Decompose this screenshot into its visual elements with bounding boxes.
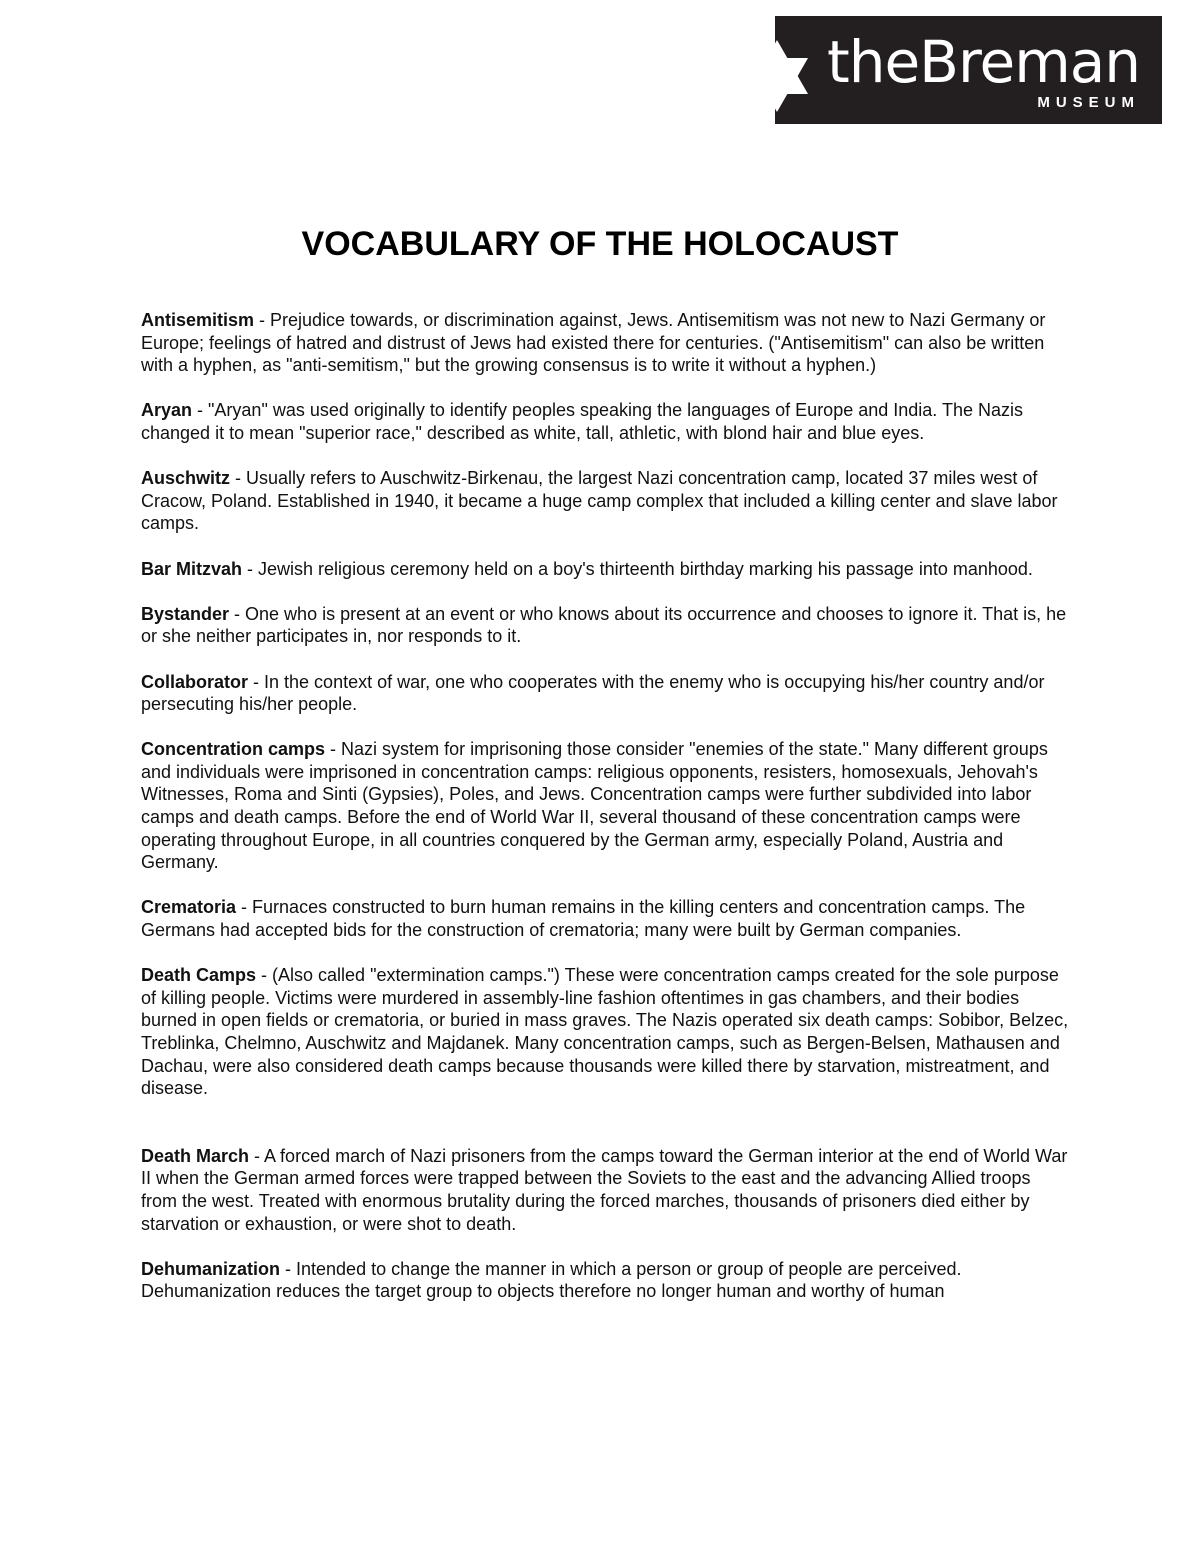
- term: Aryan: [141, 400, 193, 421]
- vocabulary-entry-auschwitz: [141, 467, 1071, 535]
- separator: -: [229, 603, 246, 624]
- separator: -: [254, 310, 271, 330]
- separator: -: [192, 400, 209, 421]
- separator: -: [280, 1258, 297, 1279]
- term: Auschwitz: [141, 468, 231, 489]
- star-of-david-icon: [737, 36, 817, 116]
- breman-museum-logo: [775, 16, 1162, 124]
- definition: Jewish religious ceremony held on a boy's thirteenth birthday marking his passage into manhood.: [258, 558, 1033, 579]
- separator: -: [242, 558, 259, 579]
- definition: Nazi system for imprisoning those consider "enemies of the state." Many different groups and individuals were imprisoned in concentration camps: religious opponents, resisters, homosexuals, Jehovah's Witnesses, Roma and Sinti (Gypsies), Poles, and Jews. Concentration camps were further subdivided into labor camps and death camps. Before the end of World War II, several thousand of these concentration camps were operating throughout Europe, in all countries conquered by the German army, especially Poland, Austria and Germany.: [141, 739, 1048, 873]
- definition: In the context of war, one who cooperates with the enemy who is occupying his/her country and/or persecuting his/her people.: [141, 671, 1045, 715]
- term: Antisemitism: [141, 310, 255, 330]
- vocabulary-entry-bar-mitzvah: [141, 558, 1071, 581]
- term: Death March: [141, 1145, 250, 1166]
- definition: (Also called "extermination camps.") These were concentration camps created for the sole purpose of killing people. Victims were murdered in assembly-line fashion oftentimes in gas chambers, and their bodies burned in open fields or crematoria, or buried in mass graves. The Nazis operated six death camps: Sobibor, Belzec, Treblinka, Chelmno, Auschwitz and Majdanek. Many concentration camps, such as Bergen-Belsen, Mathausen and Dachau, were also considered death camps because thousands were killed there by starvation, mistreatment, and disease.: [141, 965, 1069, 1099]
- logo-wordmark: theBreman: [827, 28, 1141, 96]
- vocabulary-entry-dehumanization: [141, 1258, 1071, 1303]
- term: Concentration camps: [141, 739, 326, 760]
- term: Dehumanization: [141, 1258, 281, 1279]
- vocabulary-entry-death-march: [141, 1145, 1071, 1235]
- definition: Usually refers to Auschwitz-Birkenau, the largest Nazi concentration camp, located 37 miles west of Cracow, Poland. Established in 1940, it became a huge camp complex that included a killing center and slave labor camps.: [141, 468, 1058, 534]
- term: Death Camps: [141, 965, 257, 986]
- definition: One who is present at an event or who knows about its occurrence and chooses to ignore it. That is, he or she neither participates in, nor responds to it.: [141, 603, 1067, 647]
- vocabulary-entry-crematoria: [141, 896, 1071, 941]
- definition: "Aryan" was used originally to identify peoples speaking the languages of Europe and India. The Nazis changed it to mean "superior race," described as white, tall, athletic, with blond hair and blue eyes.: [141, 400, 1023, 443]
- vocabulary-entry-antisemitism: [141, 309, 1071, 377]
- logo-subtext: MUSEUM: [1037, 94, 1140, 111]
- vocabulary-entry-bystander: [141, 603, 1071, 648]
- term: Collaborator: [141, 671, 249, 692]
- page-title: VOCABULARY OF THE HOLOCAUST: [301, 225, 899, 263]
- separator: -: [325, 739, 342, 760]
- separator: -: [249, 1145, 265, 1166]
- term: Crematoria: [141, 897, 237, 918]
- definition: Prejudice towards, or discrimination against, Jews. Antisemitism was not new to Nazi Germany or Europe; feelings of hatred and distrust of Jews had existed there for centuries. ("Antisemitism" can also be written with a hyphen, as "anti-semitism," but the growing consensus is to write it without a hyphen.): [141, 310, 1046, 376]
- separator: -: [256, 965, 273, 986]
- definition: A forced march of Nazi prisoners from the camps toward the German interior at the end of World War II when the German armed forces were trapped between the Soviets to the east and the advancing Allied troops from the west. Treated with enormous brutality during the forced marches, thousands of prisoners died either by starvation or exhaustion, or were shot to death.: [141, 1145, 1068, 1234]
- vocabulary-entry-aryan: [141, 399, 1071, 444]
- separator: -: [236, 897, 253, 918]
- separator: -: [248, 671, 265, 692]
- vocabulary-entry-collaborator: [141, 671, 1071, 716]
- definition: Furnaces constructed to burn human remains in the killing centers and concentration camps. The Germans had accepted bids for the construction of crematoria; many were built by German companies.: [141, 897, 1026, 941]
- definition: Intended to change the manner in which a person or group of people are perceived. Dehumanization reduces the target group to objects therefore no longer human and worthy of human: [141, 1258, 962, 1302]
- term: Bystander: [141, 603, 230, 624]
- separator: -: [230, 468, 247, 489]
- vocabulary-list: [141, 309, 1071, 1326]
- term: Bar Mitzvah: [141, 558, 243, 579]
- vocabulary-entry-death-camps: [141, 964, 1071, 1100]
- vocabulary-entry-concentration-camps: [141, 738, 1071, 874]
